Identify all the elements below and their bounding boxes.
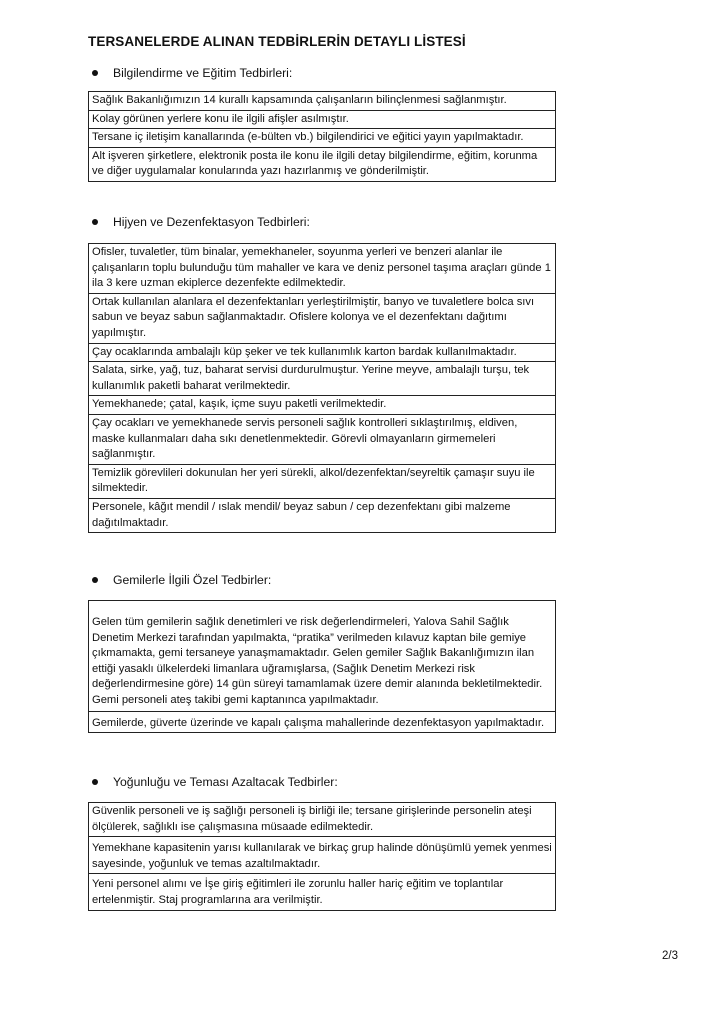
table-row: Ortak kullanılan alanlara el dezenfektanları yerleştirilmiştir, banyo ve tuvaletlere bolca sıvı sabun ve beyaz sabun sağlanmaktadır. Ofislere kolonya ve el dezenfektanı dağıtımı yapılmıştır. [89,294,555,344]
bullet-icon [92,779,98,785]
section-title: Yoğunluğu ve Teması Azaltacak Tedbirler: [113,775,338,789]
section-title: Hijyen ve Dezenfektasyon Tedbirleri: [113,215,310,229]
section-hygiene [88,211,556,533]
measures-table [88,802,556,911]
section-density [88,771,556,911]
table-row: Salata, sirke, yağ, tuz, baharat servisi durdurulmuştur. Yerine meyve, ambalajlı turşu, tek kullanımlık paketli baharat verilmektedir. [89,362,555,396]
section-heading [88,569,556,591]
section-heading [88,771,556,793]
section-heading [88,62,556,84]
table-row: Alt işveren şirketlere, elektronik posta ile konu ile ilgili detay bilgilendirme, eğitim, korunma ve diğer uygulamalar konularında yazı hazırlanmış ve gönderilmiştir. [89,148,555,182]
table-row: Sağlık Bakanlığımızın 14 kurallı kapsamında çalışanların bilinçlenmesi sağlanmıştır. [89,92,555,111]
table-row: Güvenlik personeli ve iş sağlığı personeli iş birliği ile; tersane girişlerinde personelin ateşi ölçülerek, sağlıklı ise çalışmasına müsaade edilmektedir. [89,803,555,837]
table-row: Personele, kâğıt mendil / ıslak mendil/ beyaz sabun / cep dezenfektanı gibi malzeme dağıtılmaktadır. [89,499,555,533]
measures-table [88,91,556,182]
table-row: Tersane iç iletişim kanallarında (e-bülten vb.) bilgilendirici ve eğitici yayın yapılmaktadır. [89,129,555,148]
table-row: Çay ocakları ve yemekhanede servis personeli sağlık kontrolleri sıklaştırılmış, eldiven, maske kullanmaları daha sıkı denetlenmektedir. Görevli olmayanların girmemeleri sağlanmıştır. [89,415,555,465]
table-row: Çay ocaklarında ambalajlı küp şeker ve tek kullanımlık karton bardak kullanılmaktadır. [89,344,555,363]
bullet-icon [92,219,98,225]
section-education [88,62,556,182]
measures-table [88,243,556,533]
table-row: Kolay görünen yerlere konu ile ilgili afişler asılmıştır. [89,111,555,130]
bullet-icon [92,577,98,583]
document-title: TERSANELERDE ALINAN TEDBİRLERİN DETAYLI LİSTESİ [88,34,466,49]
page-number: 2/3 [662,950,678,962]
section-heading [88,211,556,233]
section-ships [88,569,556,733]
table-row: Yemekhanede; çatal, kaşık, içme suyu paketli verilmektedir. [89,396,555,415]
table-row: Ofisler, tuvaletler, tüm binalar, yemekhaneler, soyunma yerleri ve benzeri alanlar ile çalışanların toplu bulunduğu tüm mahaller ve kara ve deniz personel taşıma araçları günde 1 ila 3 kere uzman ekiplerce dezenfekte edilmektedir. [89,244,555,294]
table-row: Gelen tüm gemilerin sağlık denetimleri ve risk değerlendirmeleri, Yalova Sahil Sağlık Denetim Merkezi tarafından yapılmakta, “pratika” verilmeden kılavuz kaptan bile gemiye çıkmamakta, gemi tersaneye yanaşmamaktadır. Gelen gemiler Sağlık Bakanlığımızın ilan ettiği yasaklı ülkelerdeki limanlara uğramışlarsa, (Sağlık Denetim Merkezi risk değerlendirmesine göre) 14 gün süreyi tamamlamak üzere demir alanında bekletilmektedir. Gemi personeli ateş takibi gemi kaptanınca yapılmaktadır. [89,601,555,712]
table-row: Temizlik görevlileri dokunulan her yeri sürekli, alkol/dezenfektan/seyreltik çamaşır suyu ile silmektedir. [89,465,555,499]
section-title: Bilgilendirme ve Eğitim Tedbirleri: [113,66,293,80]
measures-table [88,600,556,733]
bullet-icon [92,70,98,76]
table-row: Gemilerde, güverte üzerinde ve kapalı çalışma mahallerinde dezenfektasyon yapılmaktadır. [89,712,555,734]
section-title: Gemilerle İlgili Özel Tedbirler: [113,573,272,587]
table-row: Yeni personel alımı ve İşe giriş eğitimleri ile zorunlu haller hariç eğitim ve toplantılar ertelenmiştir. Staj programlarına ara verilmiştir. [89,874,555,910]
table-row: Yemekhane kapasitenin yarısı kullanılarak ve birkaç grup halinde dönüşümlü yemek yenmesi sayesinde, yoğunluk ve temas azaltılmaktadır. [89,837,555,874]
